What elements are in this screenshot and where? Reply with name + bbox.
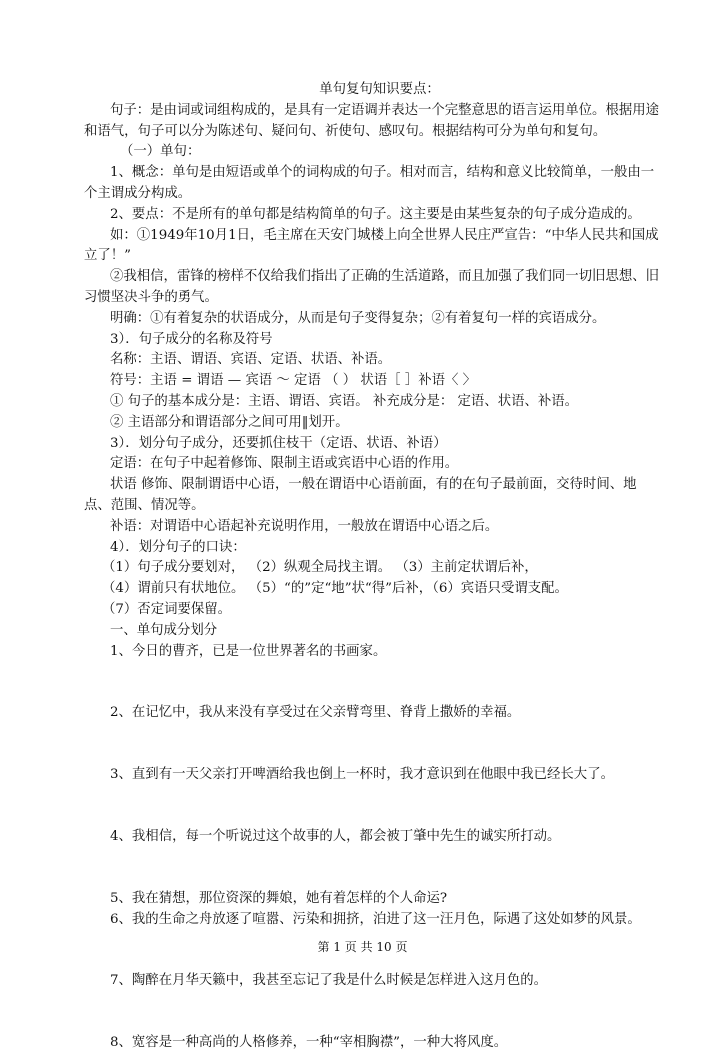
paragraph-basic-components: ① 句子的基本成分是：主语、谓语、宾语。 补充成分是： 定语、状语、补语。 [110,393,579,409]
paragraph-divider-note: ② 主语部分和谓语部分之间可用‖划开。 [110,414,349,430]
exercise-item: 3、直到有一天父亲打开啤酒给我也倒上一杯时，我才意识到在他眼中我已经长大了。 [110,767,614,783]
heading-components: 3）．句子成分的名称及符号 [110,331,273,347]
answer-space [84,724,659,765]
answer-space [84,786,659,827]
mnemonic-line-2: （4）谓前只有状地位。 （5）“的”定“地”状“得”后补，（6）宾语只受谓支配。 [102,581,568,597]
paragraph-key-points: 2、要点：不是所有的单句都是结构简单的句子。这主要是由某些复杂的句子成分造成的。 [110,206,641,222]
paragraph-sentence-definition: 句子：是由词或词组构成的，是具有一定语调并表达一个完整意思的语言运用单位。根据用途和语气，句子可以分为陈述句、疑问句、祈使句、感叹句。根据结构可分为单句和复句。 [84,102,660,139]
paragraph-example-2: ②我相信，雷锋的榜样不仅给我们指出了正确的生活道路，而且加强了我们同一切旧思想、旧习惯坚决斗争的勇气。 [84,269,660,305]
paragraph-symbols: 符号：主语 = 谓语 — 宾语 ～ 定语 （ ） 状语［ ］补语〈 〉 [110,373,477,389]
exercise-item: 1、今日的曹齐，已是一位世界著名的书画家。 [110,643,387,659]
exercise-item: 6、我的生命之舟放逐了喧嚣、污染和拥挤，泊进了这一汪月色，际遇了这处如梦的风景。 [110,911,641,927]
paragraph-attributive: 定语：在句子中起着修饰、限制主语或宾语中心语的作用。 [110,456,459,472]
exercise-item: 4、我相信，每一个听说过这个故事的人，都会被丁肇中先生的诚实所打动。 [110,828,561,844]
exercise-item: 2、在记忆中，我从来没有享受过在父亲臂弯里、脊背上撒娇的幸福。 [110,705,521,721]
answer-space [84,992,659,1033]
heading-single-sentence: （一）单句： [120,144,201,160]
paragraph-example-1: 如：①1949年10月1日，毛主席在天安门城楼上向全世界人民庄严宣告：“中华人民共和国成立了！” [84,227,659,264]
paragraph-adverbial: 状语 修饰、限制谓语中心语，一般在谓语中心语前面，有的在句子最前面，交待时间、地点、范围、情况等。 [84,477,637,513]
answer-space [84,848,659,889]
answer-space [84,662,659,703]
paragraph-names: 名称：主语、谓语、宾语、定语、状语、补语。 [110,352,392,368]
exercise-item: 5、我在猜想，那位资深的舞娘，她有着怎样的个人命运? [110,890,448,906]
document-page [84,80,659,1054]
heading-exercises: 一、单句成分划分 [110,622,218,638]
page-footer: 第 1 页 共 10 页 [317,940,408,954]
document-title: 单句复句知识要点： [319,82,440,97]
paragraph-complement: 补语：对谓语中心语起补充说明作用，一般放在谓语中心语之后。 [110,518,499,534]
mnemonic-line-1: （1）句子成分要划对， （2）纵观全局找主谓。 （3）主前定状谓后补， [102,560,538,576]
exercise-item: 8、宽容是一种高尚的人格修养，一种“宰相胸襟”，一种大将风度。 [110,1035,508,1051]
paragraph-concept: 1、概念：单句是由短语或单个的词构成的句子。相对而言，结构和意义比较简单，一般由一个主谓成分构成。 [84,165,655,201]
exercise-item: 7、陶醉在月华天籁中，我甚至忘记了我是什么时候是怎样进入这月色的。 [110,973,548,989]
mnemonic-line-3: （7）否定词要保留。 [102,601,232,617]
heading-mnemonic: 4）．划分句子的口诀： [110,539,246,555]
heading-branches: 3）．划分句子成分，还要抓住枝干（定语、状语、补语） [110,435,447,451]
paragraph-clarify: 明确：①有着复杂的状语成分，从而是句子变得复杂；②有着复句一样的宾语成分。 [110,310,606,326]
